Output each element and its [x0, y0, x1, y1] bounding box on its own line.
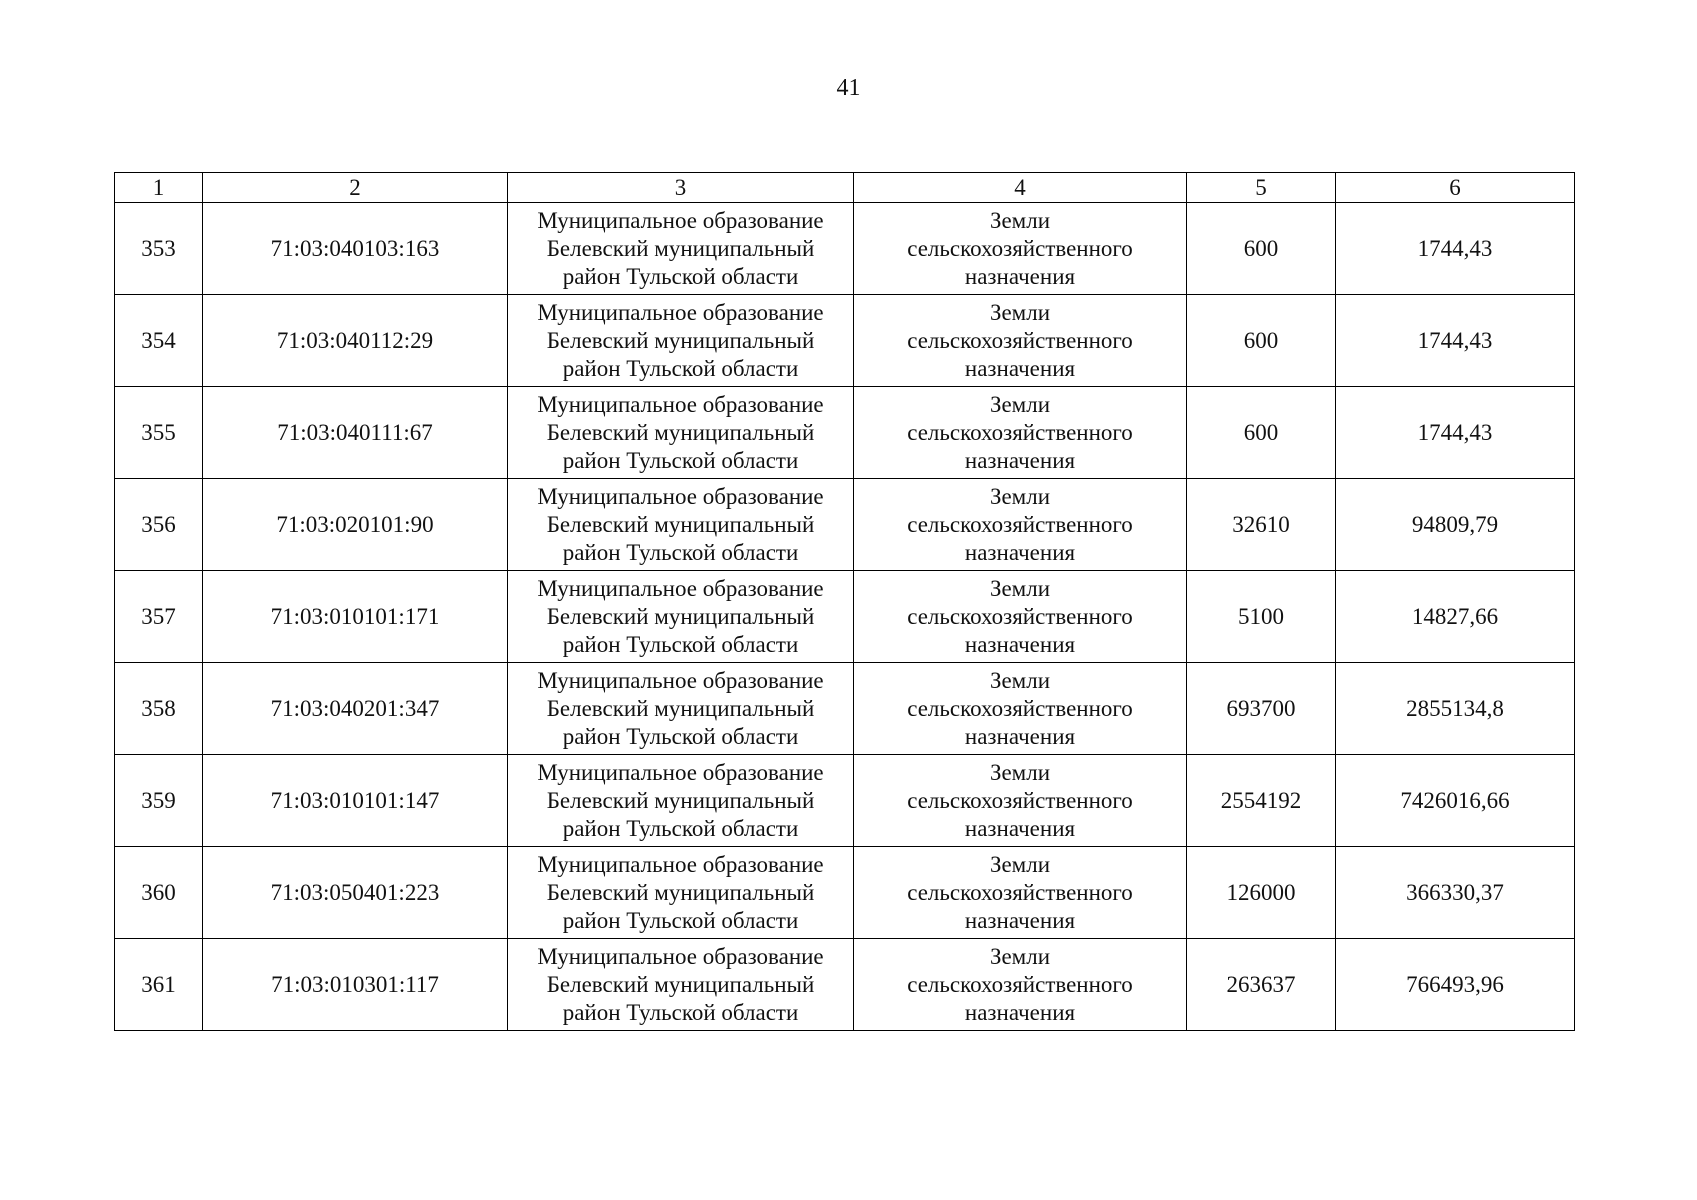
column-header-4: 4 [854, 173, 1187, 203]
area-cell: 600 [1187, 203, 1336, 295]
value-cell: 2855134,8 [1336, 663, 1575, 755]
cadastral-number-cell: 71:03:010101:147 [203, 755, 508, 847]
table-row [115, 295, 1575, 387]
owner-cell: Муниципальное образование Белевский муниципальный район Тульской области [508, 387, 854, 479]
column-header-3: 3 [508, 173, 854, 203]
land-category-cell: Земли сельскохозяйственного назначения [854, 663, 1187, 755]
page-number: 41 [836, 75, 861, 101]
land-category-cell: Земли сельскохозяйственного назначения [854, 847, 1187, 939]
value-cell: 766493,96 [1336, 939, 1575, 1031]
table-row [115, 203, 1575, 295]
land-category-cell: Земли сельскохозяйственного назначения [854, 387, 1187, 479]
area-cell: 600 [1187, 387, 1336, 479]
row-number-cell: 354 [115, 295, 203, 387]
row-number-cell: 353 [115, 203, 203, 295]
owner-cell: Муниципальное образование Белевский муниципальный район Тульской области [508, 847, 854, 939]
land-category-cell: Земли сельскохозяйственного назначения [854, 203, 1187, 295]
cadastral-number-cell: 71:03:020101:90 [203, 479, 508, 571]
land-category-cell: Земли сельскохозяйственного назначения [854, 939, 1187, 1031]
value-cell: 1744,43 [1336, 387, 1575, 479]
table-row [115, 939, 1575, 1031]
cadastral-number-cell: 71:03:040111:67 [203, 387, 508, 479]
value-cell: 1744,43 [1336, 295, 1575, 387]
column-header-5: 5 [1187, 173, 1336, 203]
area-cell: 2554192 [1187, 755, 1336, 847]
value-cell: 94809,79 [1336, 479, 1575, 571]
table-row [115, 755, 1575, 847]
cadastral-number-cell: 71:03:010101:171 [203, 571, 508, 663]
row-number-cell: 360 [115, 847, 203, 939]
cadastral-number-cell: 71:03:010301:117 [203, 939, 508, 1031]
value-cell: 1744,43 [1336, 203, 1575, 295]
value-cell: 7426016,66 [1336, 755, 1575, 847]
owner-cell: Муниципальное образование Белевский муниципальный район Тульской области [508, 755, 854, 847]
area-cell: 32610 [1187, 479, 1336, 571]
column-header-1: 1 [115, 173, 203, 203]
table-row [115, 479, 1575, 571]
cadastral-number-cell: 71:03:040103:163 [203, 203, 508, 295]
owner-cell: Муниципальное образование Белевский муниципальный район Тульской области [508, 571, 854, 663]
land-category-cell: Земли сельскохозяйственного назначения [854, 755, 1187, 847]
owner-cell: Муниципальное образование Белевский муниципальный район Тульской области [508, 939, 854, 1031]
land-plots-table [114, 172, 1575, 1031]
value-cell: 366330,37 [1336, 847, 1575, 939]
row-number-cell: 356 [115, 479, 203, 571]
row-number-cell: 358 [115, 663, 203, 755]
table-header-row [115, 173, 1575, 203]
owner-cell: Муниципальное образование Белевский муниципальный район Тульской области [508, 663, 854, 755]
area-cell: 263637 [1187, 939, 1336, 1031]
owner-cell: Муниципальное образование Белевский муниципальный район Тульской области [508, 203, 854, 295]
area-cell: 600 [1187, 295, 1336, 387]
owner-cell: Муниципальное образование Белевский муниципальный район Тульской области [508, 479, 854, 571]
table-row [115, 387, 1575, 479]
land-category-cell: Земли сельскохозяйственного назначения [854, 295, 1187, 387]
owner-cell: Муниципальное образование Белевский муниципальный район Тульской области [508, 295, 854, 387]
table-row [115, 847, 1575, 939]
area-cell: 693700 [1187, 663, 1336, 755]
row-number-cell: 359 [115, 755, 203, 847]
column-header-6: 6 [1336, 173, 1575, 203]
table-row [115, 571, 1575, 663]
row-number-cell: 357 [115, 571, 203, 663]
area-cell: 126000 [1187, 847, 1336, 939]
table-row [115, 663, 1575, 755]
cadastral-number-cell: 71:03:050401:223 [203, 847, 508, 939]
land-category-cell: Земли сельскохозяйственного назначения [854, 571, 1187, 663]
row-number-cell: 355 [115, 387, 203, 479]
land-category-cell: Земли сельскохозяйственного назначения [854, 479, 1187, 571]
column-header-2: 2 [203, 173, 508, 203]
value-cell: 14827,66 [1336, 571, 1575, 663]
row-number-cell: 361 [115, 939, 203, 1031]
cadastral-number-cell: 71:03:040112:29 [203, 295, 508, 387]
cadastral-number-cell: 71:03:040201:347 [203, 663, 508, 755]
area-cell: 5100 [1187, 571, 1336, 663]
